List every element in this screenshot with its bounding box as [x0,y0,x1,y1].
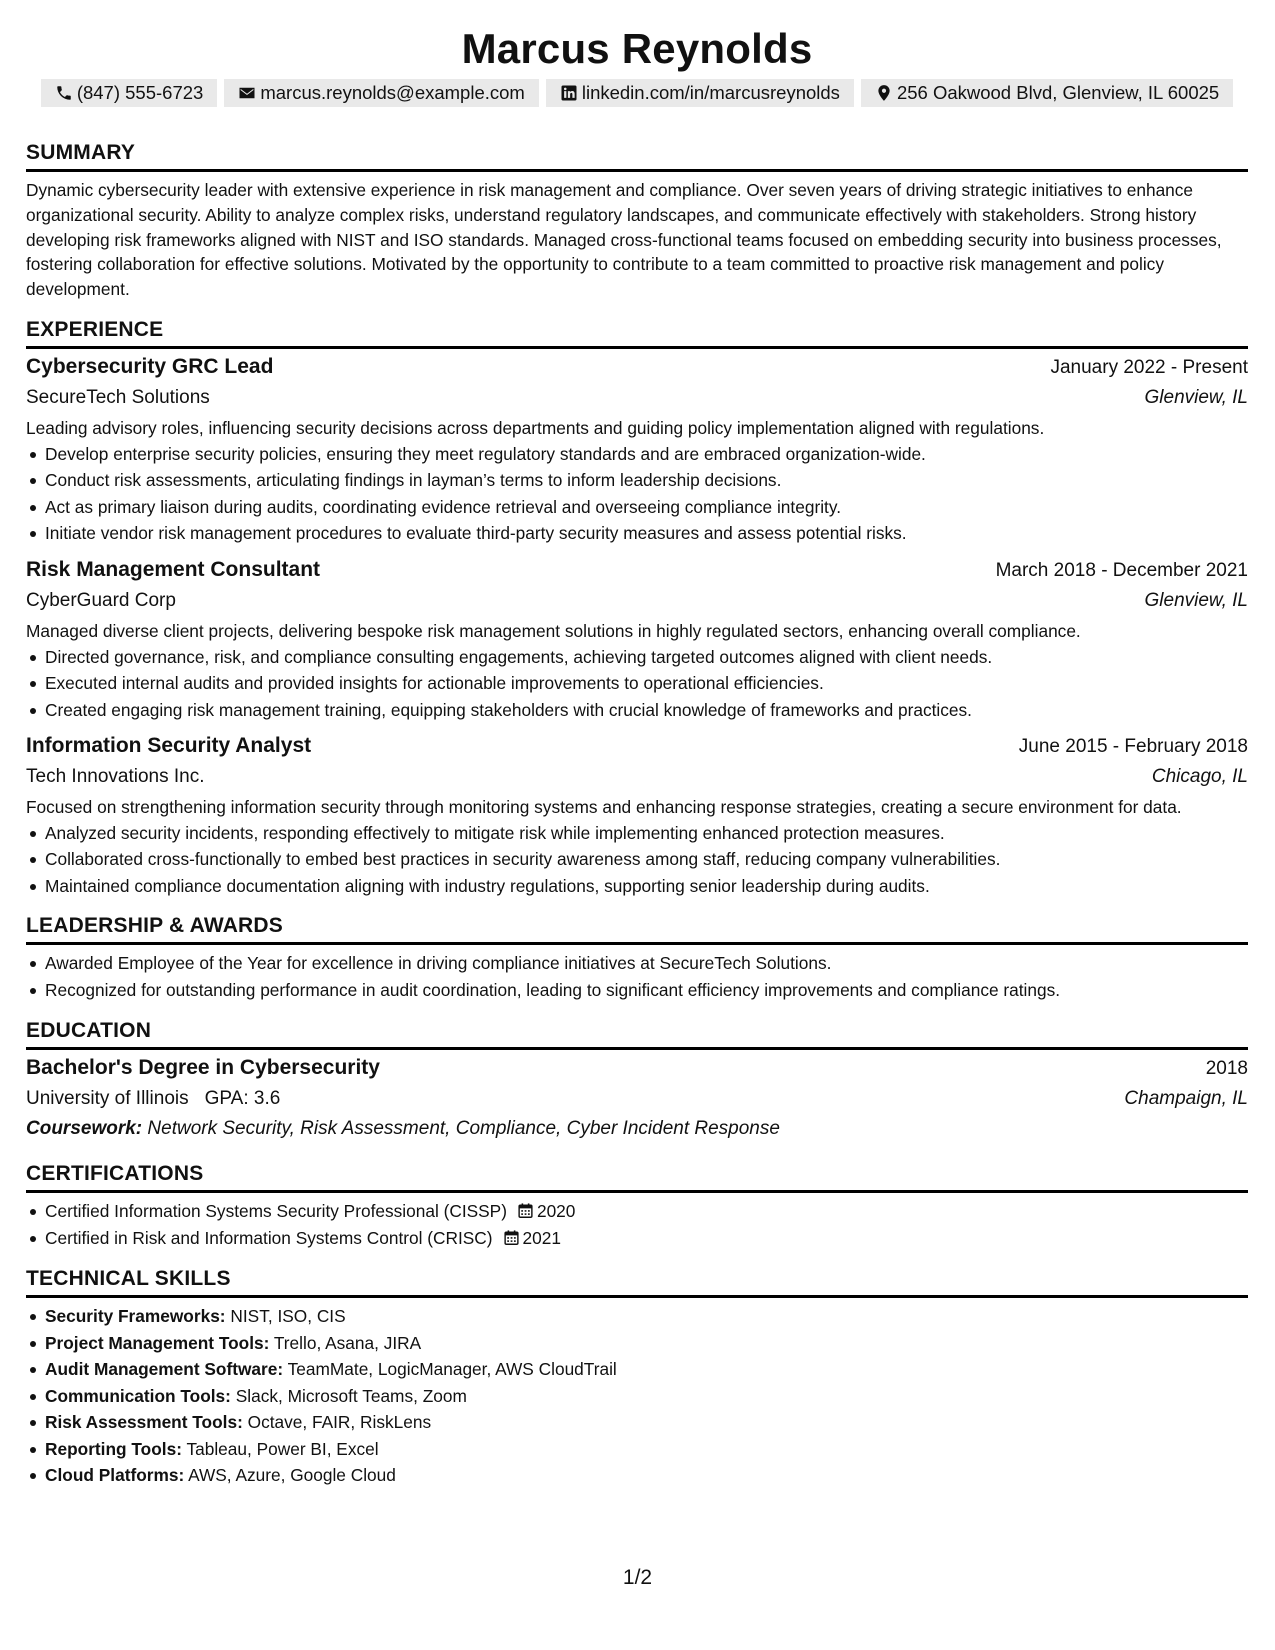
calendar-icon [503,1229,520,1246]
contact-bar [26,79,1248,107]
education-heading: EDUCATION [26,1018,1248,1050]
company-name: SecureTech Solutions [26,386,210,408]
job-summary: Focused on strengthening information security through monitoring systems and enhancing response strategies, creating a secure environment for data. [26,797,1182,818]
calendar-icon [517,1202,534,1219]
list-item: Develop enterprise security policies, ensuring they meet regulatory standards and are embraced organization-wide. [26,441,1248,468]
certification-name: Certified in Risk and Information Systems Control (CRISC) [45,1227,493,1248]
candidate-name: Marcus Reynolds [461,25,813,72]
linkedin-icon [560,84,578,102]
job-bullets [26,441,1248,547]
leadership-list [26,950,1248,1003]
skill-category: Risk Assessment Tools: [45,1412,243,1433]
list-item: Initiate vendor risk management procedures to evaluate third-party security measures and assess potential risks. [26,520,1248,547]
school-line [26,1084,280,1114]
summary-heading: SUMMARY [26,140,1248,172]
job-dates: January 2022 - Present [1050,356,1248,378]
job-title: Cybersecurity GRC Lead [26,354,274,378]
job-location: Glenview, IL [1144,386,1248,408]
list-item: Analyzed security incidents, responding effectively to mitigate risk while implementing enhanced protection measures. [26,820,1248,847]
skill-values: Tableau, Power BI, Excel [186,1438,379,1459]
school-location: Champaign, IL [1124,1088,1248,1110]
address-chip [861,79,1233,107]
certifications-list [26,1198,1248,1251]
job-summary: Managed diverse client projects, delivering bespoke risk management solutions in highly regulated sectors, enhancing overall compliance. [26,620,1081,641]
resume-page [26,0,1248,1489]
list-item: Directed governance, risk, and compliance consulting engagements, achieving targeted outcomes aligned with client needs. [26,644,1248,671]
degree-title: Bachelor's Degree in Cybersecurity [26,1056,380,1080]
linkedin-chip[interactable] [546,79,854,107]
skills-section [26,1266,1248,1489]
skill-category: Project Management Tools: [45,1332,270,1353]
list-item [26,1356,1248,1383]
certifications-heading: CERTIFICATIONS [26,1161,1248,1193]
company-name: Tech Innovations Inc. [26,766,205,788]
leadership-heading: LEADERSHIP & AWARDS [26,913,1248,945]
job-bullets [26,820,1248,900]
school-name: University of Illinois [26,1088,189,1110]
graduation-year: 2018 [1205,1058,1248,1080]
skills-heading: TECHNICAL SKILLS [26,1266,1248,1298]
certifications-section [26,1161,1248,1251]
skill-category: Communication Tools: [45,1385,231,1406]
map-pin-icon [875,84,893,102]
job-location: Chicago, IL [1151,766,1248,788]
list-item [26,1409,1248,1436]
skill-values: NIST, ISO, CIS [230,1306,346,1327]
leadership-section [26,913,1248,1003]
experience-heading: EXPERIENCE [26,317,1248,349]
email-text: marcus.reynolds@example.com [260,82,525,103]
list-item: Collaborated cross-functionally to embed best practices in security awareness among staff, reducing company vulnerabilities. [26,846,1248,873]
skill-category: Cloud Platforms: [45,1465,185,1486]
email-chip[interactable] [224,79,539,107]
job-bullets [26,644,1248,724]
skills-list [26,1303,1248,1489]
address-text: 256 Oakwood Blvd, Glenview, IL 60025 [896,82,1220,103]
list-item [26,1198,1248,1225]
phone-icon [55,84,73,102]
list-item [26,1383,1248,1410]
list-item [26,1303,1248,1330]
job-summary: Leading advisory roles, influencing security decisions across departments and guiding policy implementation aligned with regulations. [26,417,1045,438]
coursework-list: Network Security, Risk Assessment, Compliance, Cyber Incident Response [147,1118,780,1140]
job-location: Glenview, IL [1144,589,1248,611]
summary-text: Dynamic cybersecurity leader with extensive experience in risk management and compliance. Over seven years of driving strategic initiatives to enhance organizational security. Ability to analyze complex risks, understand regulatory landscapes, and communicate effectively with stakeholders. Strong history developing risk frameworks aligned with NIST and ISO standards. Managed cross-functional teams focused on embedding security into business processes, fostering collaboration for effective solutions. Motivated by the opportunity to contribute to a team committed to proactive risk management and policy development. [26,180,1222,300]
skill-values: TeamMate, LogicManager, AWS CloudTrail [287,1359,617,1380]
linkedin-text: linkedin.com/in/marcusreynolds [581,82,840,103]
job-entry [26,731,1248,899]
gpa: GPA: 3.6 [204,1088,281,1110]
phone-text: (847) 555-6723 [76,82,204,103]
list-item [26,1225,1248,1252]
job-dates: June 2015 - February 2018 [1018,736,1248,758]
job-title: Risk Management Consultant [26,557,321,581]
envelope-icon [238,84,256,102]
skill-values: Octave, FAIR, RiskLens [247,1412,432,1433]
skill-category: Audit Management Software: [45,1359,284,1380]
summary-section [26,140,1248,302]
job-title: Information Security Analyst [26,734,312,758]
certification-year: 2020 [536,1201,576,1222]
list-item: Recognized for outstanding performance in audit coordination, leading to significant efficiency improvements and compliance ratings. [26,977,1248,1004]
skill-values: Slack, Microsoft Teams, Zoom [235,1385,467,1406]
list-item: Act as primary liaison during audits, coordinating evidence retrieval and overseeing compliance integrity. [26,494,1248,521]
list-item: Conduct risk assessments, articulating findings in layman’s terms to inform leadership decisions. [26,467,1248,494]
skill-category: Reporting Tools: [45,1438,182,1459]
skill-values: AWS, Azure, Google Cloud [188,1465,396,1486]
list-item: Created engaging risk management training, equipping stakeholders with crucial knowledge of frameworks and practices. [26,697,1248,724]
list-item: Maintained compliance documentation aligning with industry regulations, supporting senior leadership during audits. [26,873,1248,900]
skill-values: Trello, Asana, JIRA [273,1332,422,1353]
certification-year: 2021 [522,1227,561,1248]
list-item: Awarded Employee of the Year for excellence in driving compliance initiatives at SecureTech Solutions. [26,950,1248,977]
phone-chip[interactable] [41,79,218,107]
list-item: Executed internal audits and provided insights for actionable improvements to operational efficiencies. [26,670,1248,697]
job-dates: March 2018 - December 2021 [995,559,1248,581]
coursework-line [26,1114,1248,1144]
certification-name: Certified Information Systems Security Professional (CISSP) [45,1201,507,1222]
page-number: 1/2 [622,1566,653,1589]
job-entry [26,352,1248,547]
coursework-label: Coursework: [26,1118,143,1140]
education-section [26,1018,1248,1144]
company-name: CyberGuard Corp [26,589,176,611]
list-item [26,1462,1248,1489]
list-item [26,1330,1248,1357]
skill-category: Security Frameworks: [45,1306,226,1327]
job-entry [26,555,1248,723]
list-item [26,1436,1248,1463]
experience-section [26,317,1248,899]
